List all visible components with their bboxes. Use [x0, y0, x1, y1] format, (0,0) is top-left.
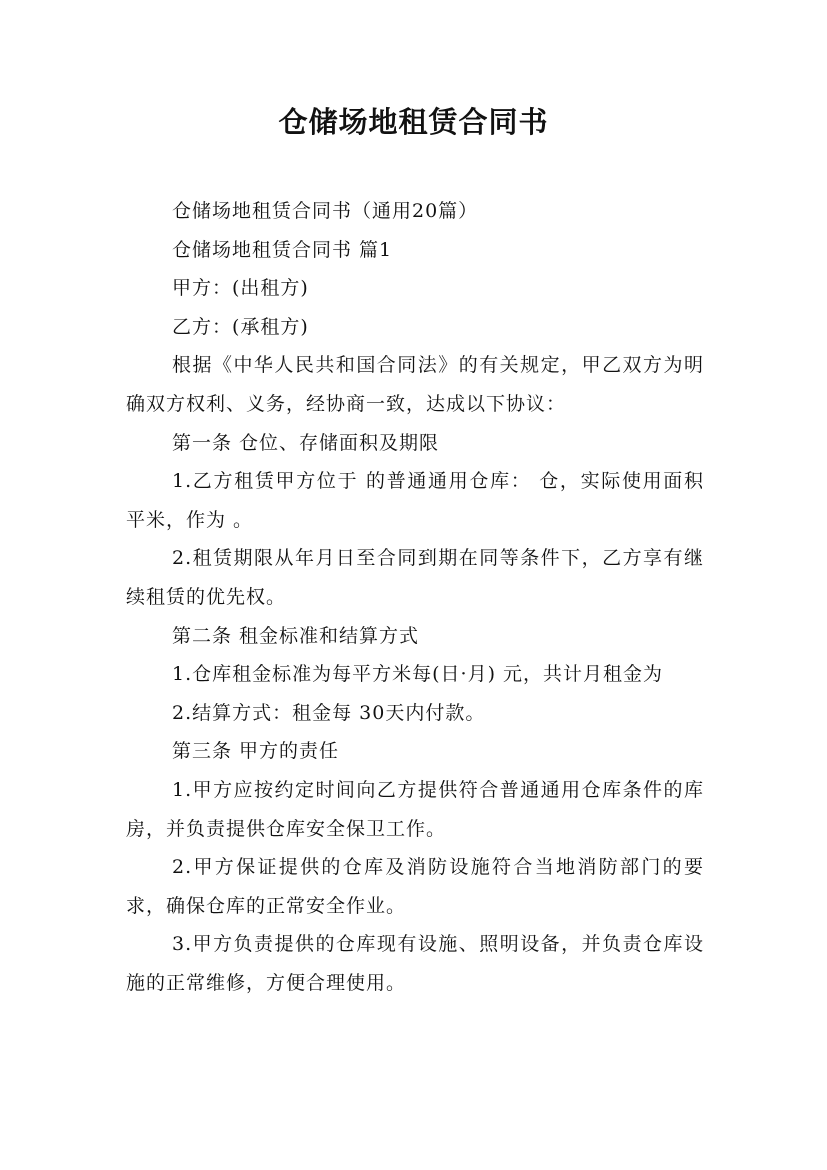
section-heading: 第二条 租金标准和结算方式 — [172, 624, 420, 647]
paragraph: 3.甲方负责提供的仓库现有设施、照明设备，并负责仓库设施的正常维修，方便合理使用。 — [126, 933, 704, 994]
paragraph: 2.结算方式：租金每 30天内付款。 — [172, 701, 486, 724]
paragraph: 乙方：(承租方) — [172, 315, 309, 338]
paragraph: 仓储场地租赁合同书（通用20篇） — [172, 200, 479, 222]
paragraph: 2.甲方保证提供的仓库及消防设施符合当地消防部门的要求，确保仓库的正常安全作业。 — [126, 856, 704, 917]
document-body — [126, 192, 704, 1002]
section-heading: 第一条 仓位、存储面积及期限 — [172, 431, 440, 454]
section-heading: 第三条 甲方的责任 — [172, 740, 340, 763]
paragraph: 1.乙方租赁甲方位于 的普通通用仓库： 仓，实际使用面积 平米，作为 。 — [126, 470, 704, 531]
paragraph: 根据《中华人民共和国合同法》的有关规定，甲乙双方为明确双方权利、义务，经协商一致，达成以下协议： — [126, 354, 704, 415]
paragraph: 仓储场地租赁合同书 篇1 — [172, 238, 393, 261]
paragraph: 1.甲方应按约定时间向乙方提供符合普通通用仓库条件的库房，并负责提供仓库安全保卫工作。 — [126, 778, 704, 840]
paragraph: 2.租赁期限从年月日至合同到期在同等条件下，乙方享有继续租赁的优先权。 — [126, 547, 704, 608]
document-title: 仓储场地租赁合同书 — [278, 105, 549, 139]
paragraph: 甲方：(出租方) — [172, 277, 309, 300]
paragraph: 1.仓库租金标准为每平方米每(日·月) 元，共计月租金为 — [172, 663, 664, 686]
